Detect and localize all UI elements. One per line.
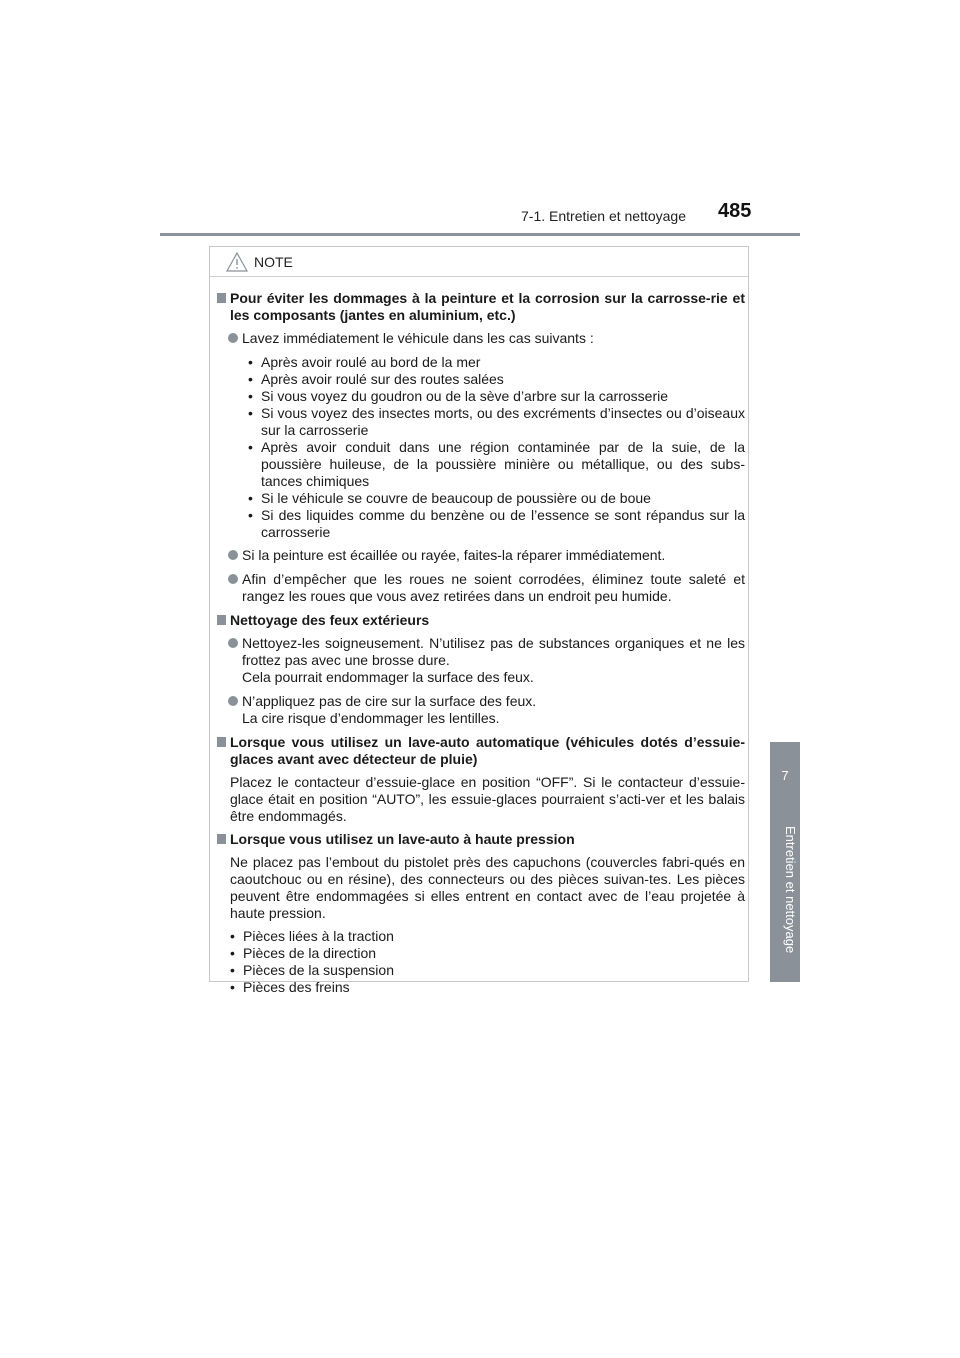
circle-bullet-icon [228,638,238,648]
square-bullet-icon [217,737,226,747]
bullet-list [216,354,745,541]
circle-bullet-icon [228,333,238,343]
header-rule [160,233,800,236]
section-heading: Nettoyage des feux extérieurs [216,612,745,629]
point: Si la peinture est écaillée ou rayée, faites-la réparer immédiatement. [216,547,745,564]
paragraph: Placez le contacteur d’essuie-glace en position “OFF”. Si le contacteur d’essuie-glace était en position “AUTO”, les essuie-glaces pourraient s’acti-ver et les balais être endommagés. [230,774,745,824]
warning-triangle-icon [226,252,248,272]
page-number: 485 [718,200,752,222]
page-header [0,0,960,240]
list-item: • Après avoir roulé au bord de la mer [248,354,481,370]
note-content [216,290,745,1002]
list-item: • Après avoir roulé sur des routes salées [248,371,504,387]
circle-bullet-icon [228,550,238,560]
square-bullet-icon [217,615,226,625]
chapter-number: 7 [781,768,789,783]
note-header [210,247,748,277]
section-heading: Lorsque vous utilisez un lave-auto à haute pression [216,831,745,848]
list-item: • Après avoir conduit dans une région contaminée par de la suie, de la poussière huileuse, de la poussière minière ou métallique, ou des subs-tances chimiques [248,439,745,489]
list-item: • Pièces liées à la traction [230,928,394,944]
section-title: 7-1. Entretien et nettoyage [521,208,686,224]
list-item: • Si vous voyez du goudron ou de la sève d’arbre sur la carrosserie [248,388,668,404]
list-item: • Pièces des freins [230,979,350,995]
point: Nettoyez-les soigneusement. N’utilisez pas de substances organiques et ne les frottez pas avec une brosse dure. Cela pourrait endommager la surface des feux. [216,635,745,686]
circle-bullet-icon [228,574,238,584]
section-heading: Lorsque vous utilisez un lave-auto automatique (véhicules dotés d’essuie-glaces avant avec détecteur de pluie) [216,734,745,768]
square-bullet-icon [217,834,226,844]
point: Lavez immédiatement le véhicule dans les cas suivants : [216,330,745,347]
circle-bullet-icon [228,696,238,706]
note-title: NOTE [254,254,293,270]
section-heading: Pour éviter les dommages à la peinture et la corrosion sur la carrosse-rie et les composants (jantes en aluminium, etc.) [216,290,745,324]
note-box [209,246,749,995]
list-item: • Pièces de la suspension [230,962,394,978]
list-item: • Pièces de la direction [230,945,377,961]
square-bullet-icon [217,293,226,303]
chapter-label: Entretien et nettoyage [783,826,798,954]
list-item: • Si le véhicule se couvre de beaucoup de poussière ou de boue [248,490,651,506]
paragraph: Ne placez pas l’embout du pistolet près des capuchons (couvercles fabri-qués en caoutchouc ou en résine), des connecteurs ou des pièces suivan-tes. Les pièces peuvent être endommagées si elles entrent en contact avec de l’eau projetée à haute pression. [230,854,745,921]
point: N’appliquez pas de cire sur la surface des feux. La cire risque d’endommager les lentilles. [216,693,745,727]
list-item: • Si des liquides comme du benzène ou de l’essence se sont répandus sur la carrosserie [248,507,745,540]
point: Afin d’empêcher que les roues ne soient corrodées, éliminez toute saleté et rangez les roues que vous avez retirées dans un endroit peu humide. [216,571,745,605]
bullet-list [216,928,745,996]
list-item: • Si vous voyez des insectes morts, ou des excréments d’insectes ou d’oiseaux sur la carrosserie [248,405,745,438]
